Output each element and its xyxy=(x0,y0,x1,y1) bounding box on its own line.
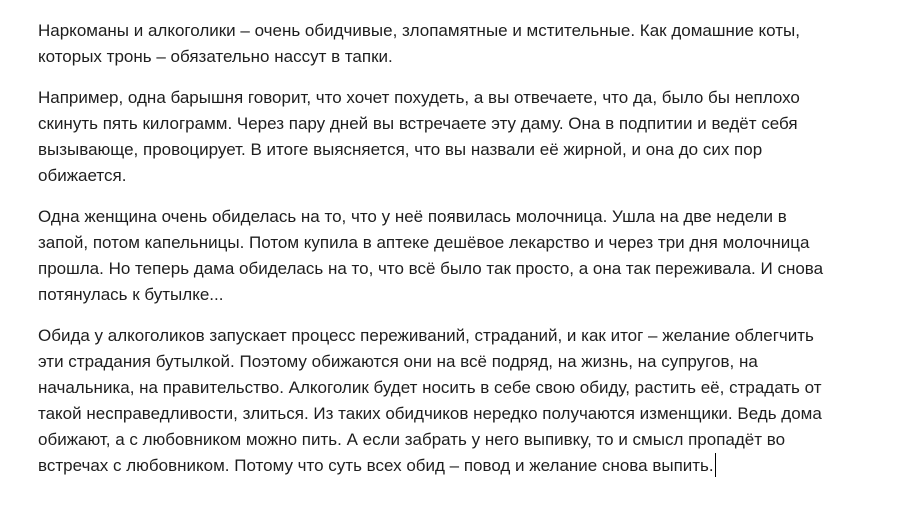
paragraph-4 xyxy=(38,323,918,479)
paragraph-1: Наркоманы и алкоголики – очень обидчивые, злопамятные и мстительные. Как домашние коты, которых тронь – обязательно нассут в тапки. xyxy=(38,21,800,66)
paragraph-4-text: Обида у алкоголиков запускает процесс переживаний, страданий, и как итог – желание облегчить эти страдания бутылкой. Поэтому обижаются они на всё подряд, на жизнь, на супругов, на начальника, на правительство. Алкоголик будет носить в себе свою обиду, растить её, страдать от такой несправедливости, злиться. Из таких обидчиков нередко получаются изменщики. Ведь дома обижают, а с любовником можно пить. А если забрать у него выпивку, то и смысл пропадёт во встречах с любовником. Потому что суть всех обид – повод и желание снова выпить. xyxy=(38,326,822,475)
document-body[interactable] xyxy=(38,18,918,494)
paragraph-2: Например, одна барышня говорит, что хочет похудеть, а вы отвечаете, что да, было бы неплохо скинуть пять килограмм. Через пару дней вы встречаете эту даму. Она в подпитии и ведёт себя вызывающе, провоцирует. В итоге выясняется, что вы назвали её жирной, и она до сих пор обижается. xyxy=(38,88,800,185)
paragraph-3: Одна женщина очень обиделась на то, что у неё появилась молочница. Ушла на две недели в запой, потом капельницы. Потом купила в аптеке дешёвое лекарство и через три дня молочница прошла. Но теперь дама обиделась на то, что всё было так просто, а она так переживала. И снова потянулась к бутылке... xyxy=(38,207,824,304)
text-cursor xyxy=(715,453,716,477)
